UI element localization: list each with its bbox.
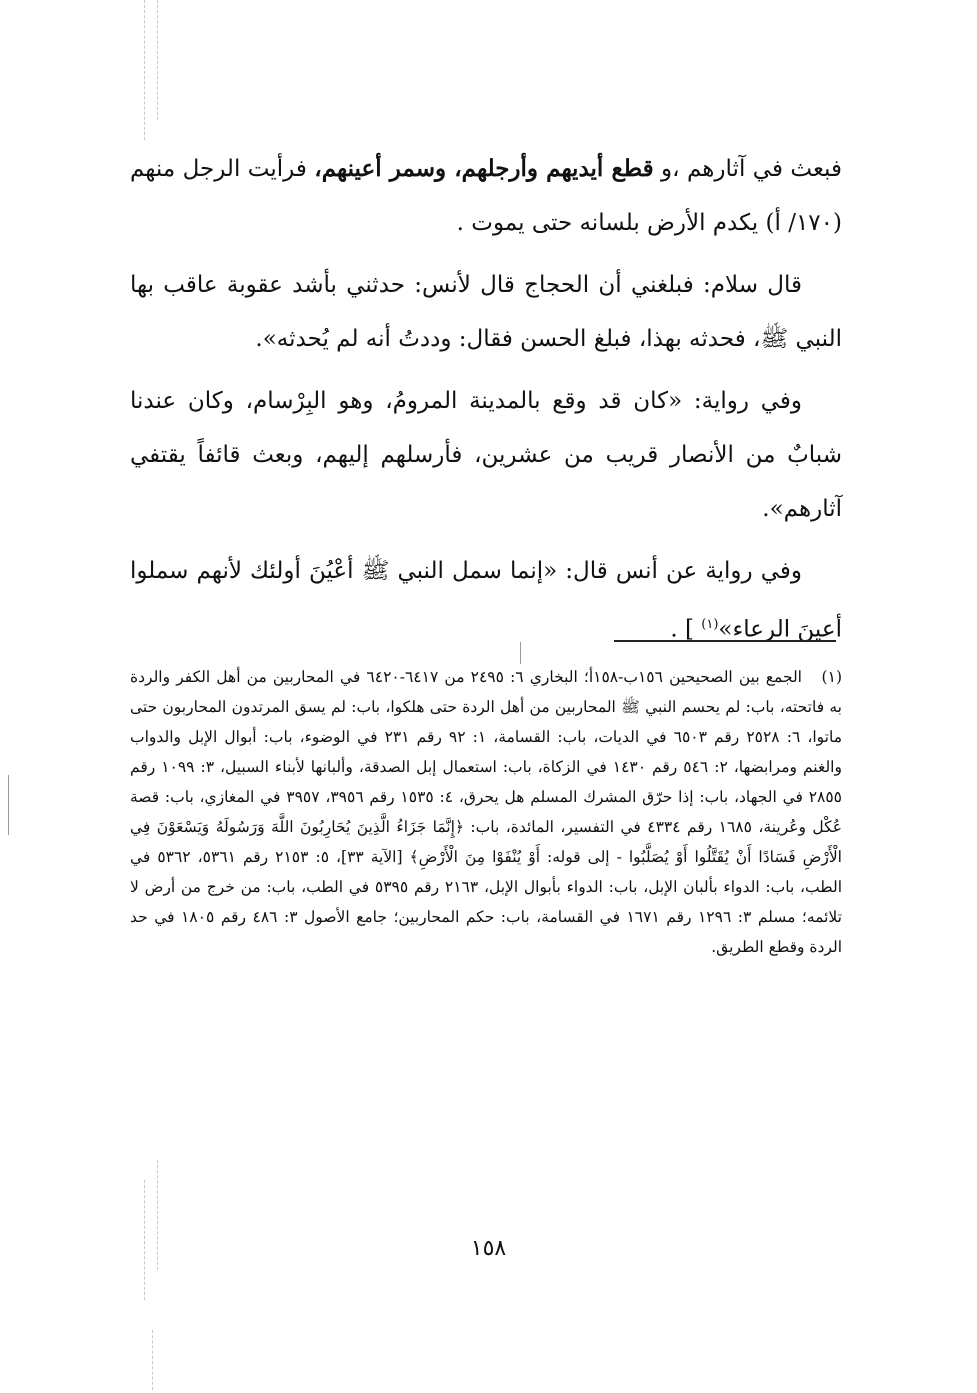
paragraph-4-end: ] . xyxy=(670,616,702,643)
footnote-reference: (١) xyxy=(701,617,719,632)
footnote-text: الجمع بين الصحيحين ١٥٦ب-١٥٨أ؛ البخاري ٦: ٢٤٩٥ من ٦٤١٧-٦٤٢٠ في المحاربين من أهل الكفر والردة به فاتحته، باب: لم يحسم النبي ﷺ المحاربين من أهل الردة حتى هلكوا، باب: لم يسق المرتدون المحاربون حتى ماتوا، ٦: ٢٥٢٨ رقم ٦٥٠٣ في الديات، باب: القسامة، ١: ٩٢ رقم ٢٣١ في الوضوء، باب: أبوال الإبل والدواب والغنم ومرابضها، ٢: ٥٤٦ رقم ١٤٣٠ في الزكاة، باب: استعمال إبل الصدقة، وألبانها لأبناء السبيل، ٣: ١٠٩٩ رقم ٢٨٥٥ في الجهاد، باب: إذا حرّق المشرك المسلم هل يحرق، ٤: ١٥٣٥ رقم ٣٩٥٦، ٣٩٥٧ في المغازي، باب: قصة عُكْل وعُرينة، ١٦٨٥ رقم ٤٣٣٤ في التفسير، المائدة، باب: ﴿إِنَّمَا جَزَاءُ الَّذِينَ يُحَارِبُونَ اللَّهَ وَرَسُولَهُ وَيَسْعَوْنَ فِي الْأَرْضِ فَسَادًا أَنْ يُقَتَّلُوا أَوْ يُصَلَّبُوا - إلى قوله: أَوْ يُنْفَوْا مِنَ الْأَرْضِ﴾ [الآية ٣٣]، ٥: ٢١٥٣ رقم ٥٣٦١، ٥٣٦٢ في الطب، باب: الدواء بألبان الإبل، باب: الدواء بأبوال الإبل، ٢١٦٣ رقم ٥٣٩٥ في الطب، باب: من خرج من أرض لا تلائمه؛ مسلم ٣: ١٢٩٦ رقم ١٦٧١ في القسامة، باب: حكم المحاربين؛ جامع الأصول ٣: ٤٨٦ رقم ١٨٠٥ في حد الردة وقطع الطريق. xyxy=(130,668,842,956)
paragraph-2: قال سلام: فبلغني أن الحجاج قال لأنس: حدثني بأشد عقوبة عاقب بها النبي ﷺ، فحدثه بهذا، فبلغ الحسن فقال: وددتُ أنه لم يُحدثه». xyxy=(130,272,842,352)
paragraph-3: وفي رواية: «كان قد وقع بالمدينة المرومُ، وهو البِرْسام، وكان عندنا شبابٌ من الأنصار قريب من عشرين، فأرسلهم إليهم، وبعث قائفاً يقتفي آثارهم». xyxy=(130,388,842,522)
footnote-number: (١) xyxy=(821,668,842,686)
paragraph-1-end: فرأيت الرجل منهم (١٧٠/ أ) يكدم الأرض بلسانه حتى يموت . xyxy=(130,156,842,236)
scan-artifact-line xyxy=(157,0,158,120)
scan-artifact-line xyxy=(8,775,9,835)
footnote-separator xyxy=(614,640,836,642)
paragraph-1-bold: قطع أيديهم وأرجلهم، وسمر أعينهم، xyxy=(314,155,654,182)
paragraph-4-text: وفي رواية عن أنس قال: «إنما سمل النبي ﷺ أعْيُنَ أولئك لأنهم سملوا أعينَ الرعاء» xyxy=(130,558,842,643)
paragraph-1-start: فبعث في آثارهم ،و xyxy=(653,156,842,182)
footnote xyxy=(130,662,842,962)
paragraph-1 xyxy=(130,142,842,250)
page-number: ١٥٨ xyxy=(470,1236,507,1261)
scan-artifact-line xyxy=(144,0,145,140)
scan-artifact-line xyxy=(152,1330,153,1390)
main-text xyxy=(130,142,842,665)
